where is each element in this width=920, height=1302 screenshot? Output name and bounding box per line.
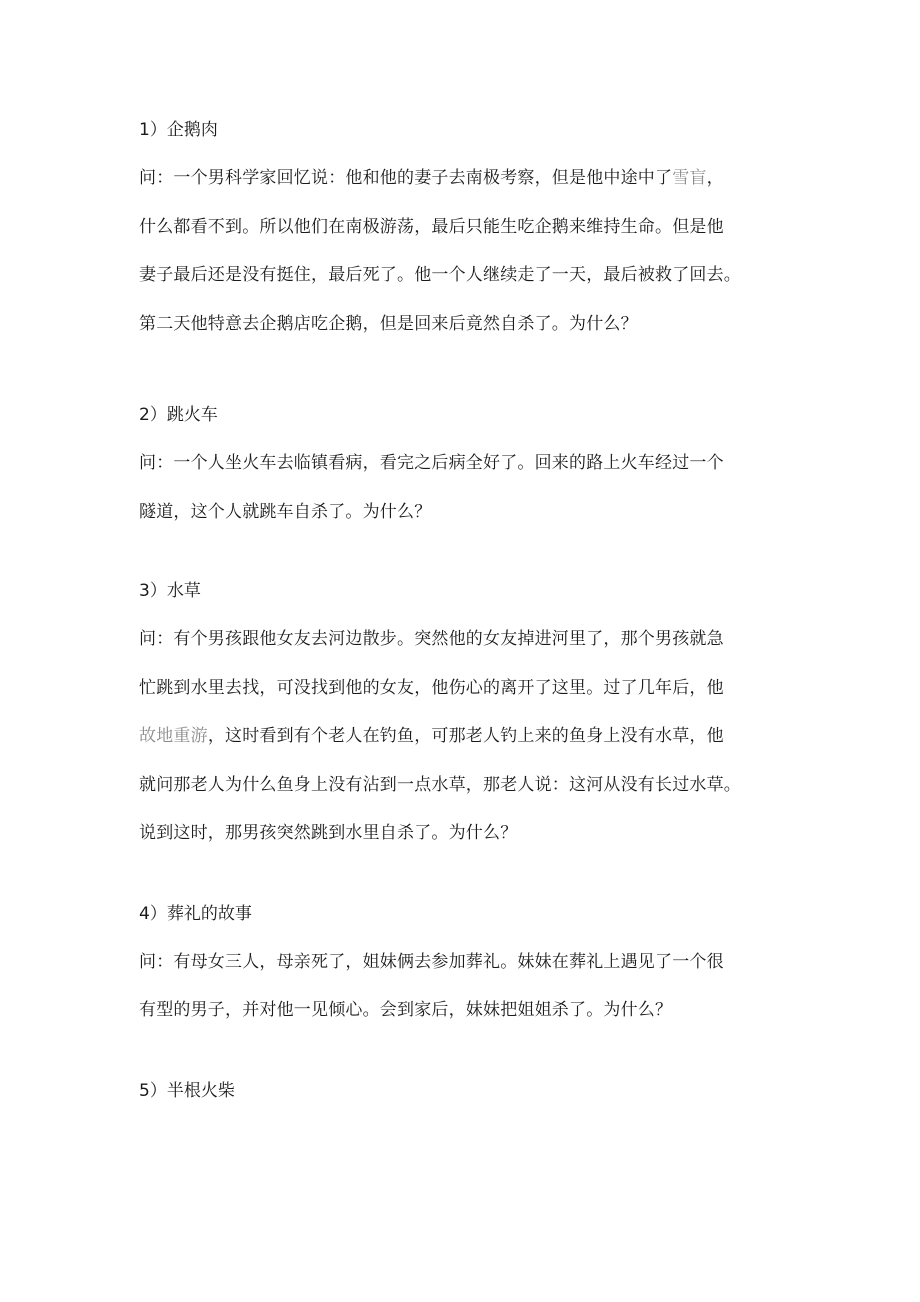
paragraph-line: 就问那老人为什么鱼身上没有沾到一点水草，那老人说：这河从没有长过水草。: [139, 774, 741, 795]
paragraph-line: [139, 154, 789, 203]
section-paragraph: [139, 439, 789, 536]
text-run: 问：一个男科学家回忆说：他和他的妻子去南极考察，但是他中途中了: [139, 168, 673, 188]
paragraph-line: 问：有母女三人，母亲死了，姐妹俩去参加葬礼。妹妹在葬礼上遇见了一个很: [139, 951, 724, 972]
spacer: [139, 858, 789, 902]
section-paragraph: [139, 938, 789, 1035]
section-heading: 4）葬礼的故事: [139, 903, 252, 924]
spacer: [139, 1035, 789, 1079]
section-3: [139, 579, 789, 858]
paragraph-line: 问：一个人坐火车去临镇看病，看完之后病全好了。回来的路上火车经过一个: [139, 453, 724, 473]
spacer: [139, 348, 789, 403]
section-paragraph: [139, 615, 789, 858]
paragraph-line: 隧道，这个人就跳车自杀了。为什么？: [139, 501, 432, 522]
hyperlink-xuemang[interactable]: 雪盲: [672, 168, 707, 188]
section-4: [139, 902, 789, 1035]
document-body: [139, 118, 789, 1103]
section-5: [139, 1079, 789, 1103]
paragraph-line: [139, 712, 789, 761]
paragraph-line: 有型的男子，并对他一见倾心。会到家后，妹妹把姐姐杀了。为什么？: [139, 1000, 673, 1020]
section-paragraph: [139, 154, 789, 348]
text-run: ，这时看到有个老人在钓鱼，可那老人钓上来的鱼身上没有水草，他: [207, 726, 724, 746]
section-2: [139, 403, 789, 536]
paragraph-line: 忙跳到水里去找，可没找到他的女友，他伤心的离开了这里。过了几年后，他: [139, 677, 724, 698]
section-heading: 1）企鹅肉: [139, 120, 218, 140]
paragraph-line: 什么都看不到。所以他们在南极游荡，最后只能生吃企鹅来维持生命。但是他: [139, 216, 724, 237]
section-heading: 3）水草: [139, 581, 201, 601]
paragraph-line: 第二天他特意去企鹅店吃企鹅，但是回来后竟然自杀了。为什么？: [139, 313, 638, 334]
hyperlink-gudichongyou[interactable]: 故地重游: [139, 726, 208, 746]
paragraph-line: 说到这时，那男孩突然跳到水里自杀了。为什么？: [139, 823, 518, 843]
text-run: ，: [706, 168, 724, 188]
paragraph-line: 妻子最后还是没有挺住，最后死了。他一个人继续走了一天，最后被救了回去。: [139, 265, 741, 285]
section-1: [139, 118, 789, 348]
paragraph-line: 问：有个男孩跟他女友去河边散步。突然他的女友掉进河里了，那个男孩就急: [139, 629, 724, 649]
section-heading: 2）跳火车: [139, 405, 218, 425]
section-heading: 5）半根火柴: [139, 1080, 235, 1101]
spacer: [139, 536, 789, 579]
